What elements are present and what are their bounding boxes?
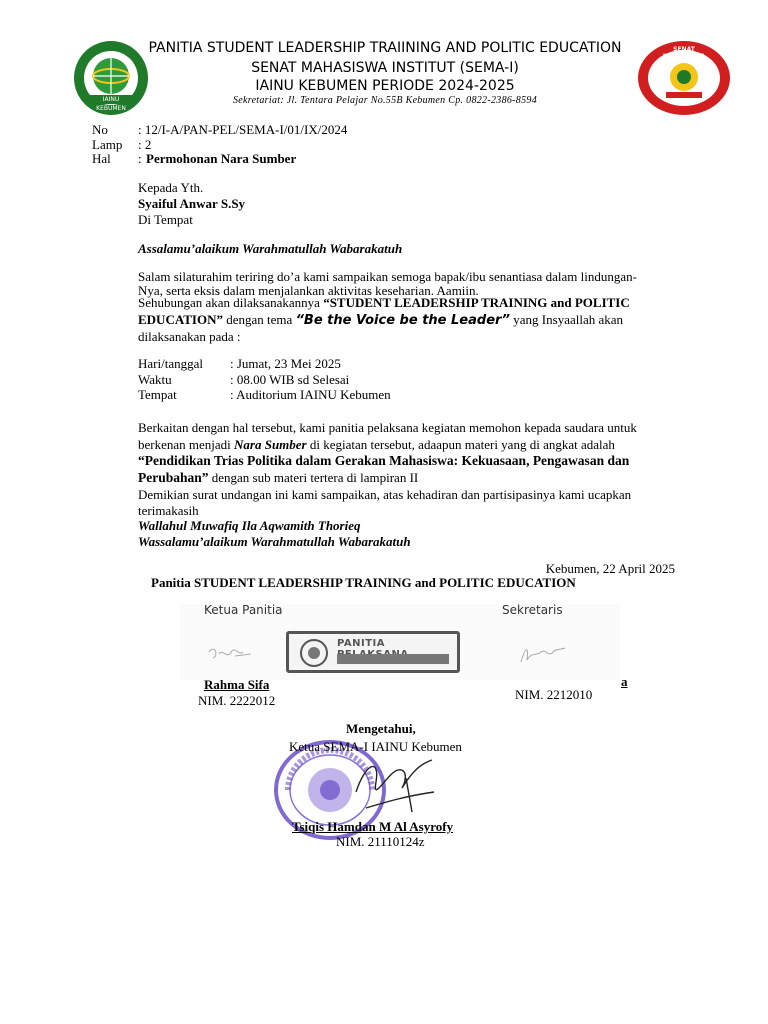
p3-end: dengan sub materi tertera di lampiran II bbox=[208, 469, 419, 485]
p2-post: yang Insyaallah akan dilaksanakan pada : bbox=[138, 311, 624, 344]
stamp-text: PANITIA bbox=[337, 638, 386, 649]
known-nim: NIM. 21110124z bbox=[336, 834, 425, 849]
p3-role: Nara Sumber bbox=[234, 436, 307, 452]
known-label: Mengetahui, bbox=[346, 721, 416, 736]
right-role: Sekretaris bbox=[502, 603, 563, 617]
p3-topic: “Pendidikan Trias Politika dalam Gerakan Mahasiswa: Kekuasaan, Pengawasan dan Perubahan” bbox=[138, 453, 630, 485]
p3 bbox=[138, 420, 678, 486]
p2 bbox=[138, 295, 678, 346]
schedule-value-0: : Jumat, 23 Mei 2025 bbox=[230, 356, 341, 371]
no-value: : 12/I-A/PAN-PEL/SEMA-I/01/IX/2024 bbox=[138, 122, 348, 137]
closing-1: Wallahul Muwafiq Ila Aqwamith Thorieq bbox=[138, 518, 361, 533]
logo-right bbox=[636, 40, 732, 116]
logo-left-text: IAINU KEBUMEN bbox=[96, 96, 126, 112]
header-address: Sekretariat: Jl. Tentara Pelajar No.55B Kebumen Cp. 0822-2386-8594 bbox=[232, 95, 538, 106]
header-line-2: SENAT MAHASISWA INSTITUT (SEMA-I) bbox=[251, 60, 519, 76]
p2-pre: Sehubungan akan dilaksanakannya bbox=[138, 295, 324, 310]
recipient-to: Kepada Yth. bbox=[138, 180, 204, 195]
logo-right-text: SENAT MAHASISWA bbox=[662, 46, 706, 60]
right-signature bbox=[515, 640, 569, 670]
known-signature bbox=[336, 752, 446, 822]
closing-2: Wassalamu’alaikum Warahmatullah Wabarakatuh bbox=[138, 534, 411, 549]
no-label: No bbox=[92, 122, 108, 137]
schedule-value-1: : 08.00 WIB sd Selesai bbox=[230, 372, 350, 387]
stamp-bar bbox=[337, 654, 449, 664]
schedule-label-1: Waktu bbox=[138, 372, 172, 387]
left-name: Rahma Sifa bbox=[204, 677, 270, 692]
p3-pre: Berkaitan dengan hal tersebut, kami panitia pelaksana kegiatan memohon kepada saudara untuk berkenan menjadi bbox=[138, 420, 637, 452]
right-nim: NIM. 2212010 bbox=[515, 687, 593, 702]
lamp-value: : 2 bbox=[138, 137, 152, 152]
p2-mid: dengan tema bbox=[223, 311, 296, 327]
recipient-place: Di Tempat bbox=[138, 212, 193, 227]
sign-committee: Panitia STUDENT LEADERSHIP TRAINING and POLITIC EDUCATION bbox=[151, 575, 576, 590]
hal-value: Permohonan Nara Sumber bbox=[146, 151, 297, 166]
left-role: Ketua Panitia bbox=[204, 603, 283, 617]
known-name: Tsiqis Hamdan M Al Asyrofy bbox=[292, 819, 454, 834]
p4: Demikian surat undangan ini kami sampaikan, atas kehadiran dan partisipasinya kami ucapkan terimakasih bbox=[138, 487, 632, 518]
p1-line-1: Salam silaturahim teriring do’a kami sampaikan semoga bapak/ibu senantiasa dalam lindungan- bbox=[138, 269, 637, 284]
schedule-label-0: Hari/tanggal bbox=[138, 356, 203, 371]
hal-label: Hal bbox=[92, 151, 111, 166]
committee-stamp bbox=[286, 631, 460, 673]
schedule-label-2: Tempat bbox=[138, 387, 177, 402]
left-signature bbox=[205, 642, 255, 668]
p1-line-2: Nya, serta eksis dalam menjalankan aktivitas keseharian. Aamiin. bbox=[138, 283, 479, 298]
recipient-name: Syaiful Anwar S.Sy bbox=[138, 196, 246, 211]
sign-date: Kebumen, 22 April 2025 bbox=[545, 561, 675, 576]
header-line-3: IAINU KEBUMEN PERIODE 2024-2025 bbox=[255, 78, 515, 94]
known-role: Ketua SEMA-I IAINU Kebumen bbox=[289, 739, 462, 754]
header-line-1: PANITIA STUDENT LEADERSHIP TRAIINING AND POLITIC EDUCATION bbox=[148, 40, 622, 56]
left-nim: NIM. 2222012 bbox=[198, 693, 276, 708]
p2-theme: “Be the Voice be the Leader” bbox=[295, 312, 511, 328]
greeting: Assalamu’alaikum Warahmatullah Wabarakatuh bbox=[138, 241, 403, 256]
p2-event: “STUDENT LEADERSHIP TRAINING and POLITIC EDUCATION” bbox=[138, 295, 630, 327]
lamp-label: Lamp bbox=[92, 137, 123, 152]
p3-post: di kegiatan tersebut, adaapun materi yang di angkat adalah bbox=[306, 436, 615, 452]
hal-colon: : bbox=[138, 151, 142, 166]
schedule-value-2: : Auditorium IAINU Kebumen bbox=[230, 387, 391, 402]
right-name-fragment: a bbox=[621, 674, 628, 689]
